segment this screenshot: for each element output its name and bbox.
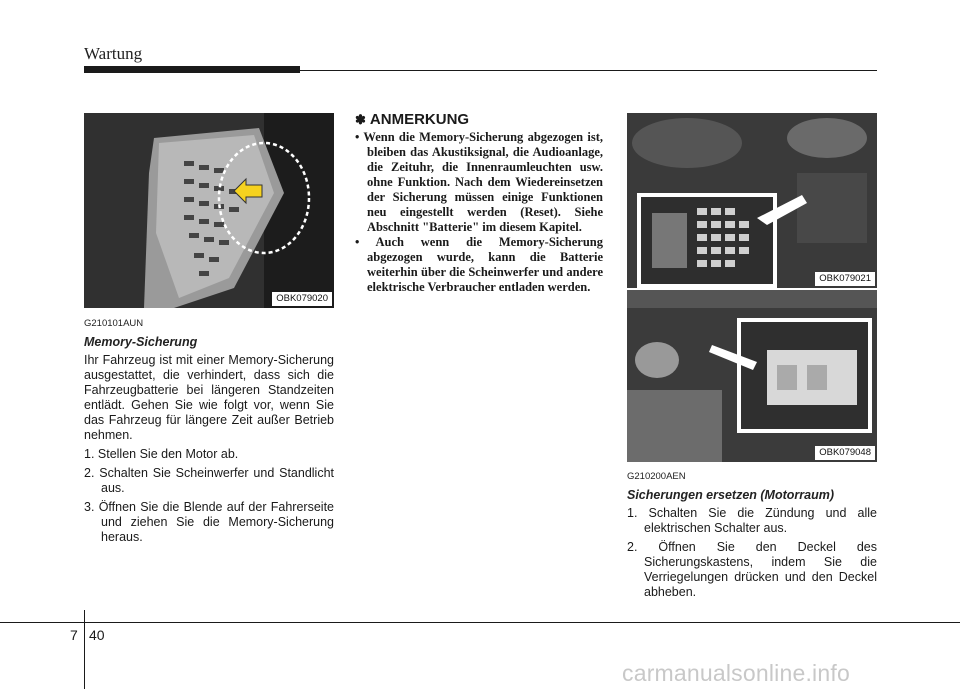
note-heading [355, 111, 603, 128]
list-item: • Wenn die Memory-Sicherung abgezogen ist, bleiben das Akustiksignal, die Audioanlage, die Zeituhr, die Innenraumleuchten usw. ohne Funktion. Nach dem Wiedereinsetzen der Sicherung müssen einige Funktionen neu eingestellt werden (Reset). Siehe Abschnitt "Batterie" im diesem Kapitel. [355, 130, 603, 234]
right-column [627, 471, 877, 604]
page-number: 40 [89, 627, 105, 643]
header-bar [84, 66, 300, 73]
step-list [84, 447, 334, 545]
list-item: 2. Schalten Sie Scheinwerfer und Standlicht aus. [84, 466, 334, 495]
footer-rule [0, 622, 960, 623]
header-rule [300, 70, 877, 71]
note-column [355, 111, 603, 295]
section-code: G210101AUN [84, 318, 144, 329]
memory-fuse-photo [84, 113, 334, 308]
step-list [627, 506, 877, 600]
footer-divider [84, 610, 85, 689]
section-heading: Memory-Sicherung [84, 335, 198, 349]
photo-label: OBK079020 [272, 292, 332, 306]
left-column [84, 318, 334, 549]
note-star-icon: ✽ [355, 111, 366, 127]
section-code: G210200AEN [627, 471, 686, 482]
photo-label: OBK079048 [815, 446, 875, 460]
intro-paragraph: Ihr Fahrzeug ist mit einer Memory-Sicherung ausgestattet, die verhindert, dass sich die Fahrzeugbatterie bei längeren Standzeiten entlädt. Gehen Sie wie folgt vor, wenn Sie das Fahrzeug für längere Zeit außer Betrieb nehmen. [84, 353, 334, 442]
list-item: 2. Öffnen Sie den Deckel des Sicherungskastens, indem Sie die Verriegelungen drücken und den Deckel abheben. [627, 540, 877, 599]
engine-fusebox-photo [627, 113, 877, 288]
list-item: 1. Stellen Sie den Motor ab. [84, 447, 239, 461]
list-item: 1. Schalten Sie die Zündung und alle elektrischen Schalter aus. [627, 506, 877, 535]
note-title: ANMERKUNG [369, 111, 470, 128]
chapter-number: 7 [70, 627, 78, 643]
note-list [355, 130, 603, 295]
list-item: 3. Öffnen Sie die Blende auf der Fahrerseite und ziehen Sie die Memory-Sicherung heraus. [84, 500, 334, 544]
section-heading: Sicherungen ersetzen (Motorraum) [627, 488, 834, 502]
battery-area-photo [627, 290, 877, 462]
section-title: Wartung [84, 44, 143, 63]
list-item: • Auch wenn die Memory-Sicherung abgezogen wurde, kann die Batterie weiterhin über die Scheinwerfer und andere elektrische Verbraucher entladen werden. [355, 235, 603, 294]
watermark-text: carmanualsonline.info [622, 660, 850, 686]
photo-label: OBK079021 [815, 272, 875, 286]
